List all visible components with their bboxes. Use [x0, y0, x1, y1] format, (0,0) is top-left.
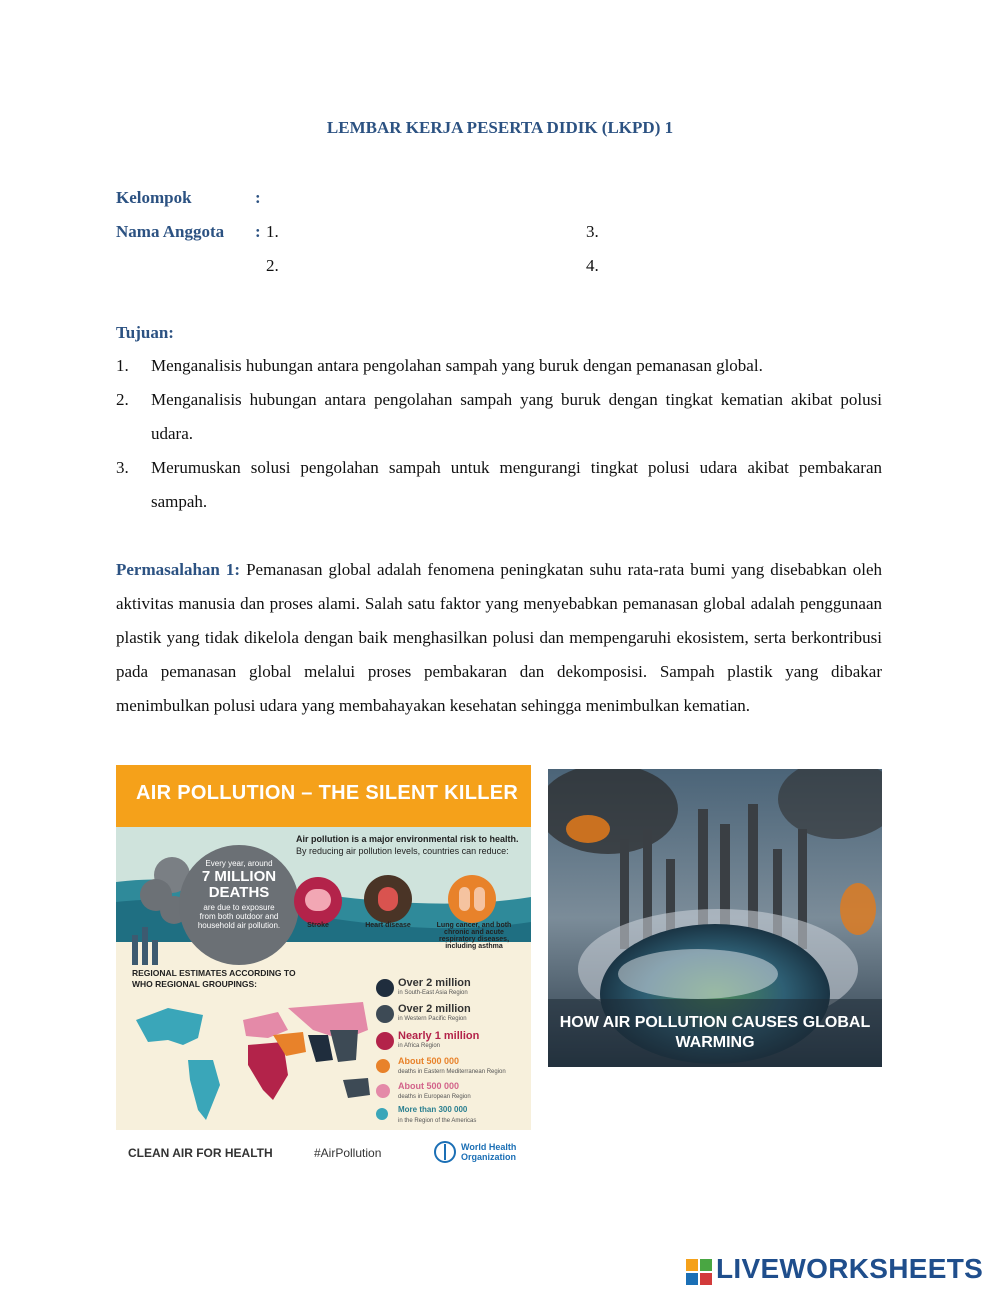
list-item [116, 383, 882, 451]
list-item [116, 451, 882, 519]
legend-dot [376, 1005, 394, 1023]
deaths-circle [179, 845, 299, 965]
global-warming-photo [548, 769, 882, 1067]
legend-sub: in Western Pacific Region [398, 1016, 467, 1022]
kelompok-label: Kelompok [116, 188, 192, 207]
air-pollution-infographic [116, 765, 531, 1175]
legend-dot [376, 1059, 390, 1073]
member-3: 3. [586, 222, 599, 241]
photo-caption: HOW AIR POLLUTION CAUSES GLOBAL WARMING [559, 1014, 871, 1051]
problem-label: Permasalahan 1: [116, 560, 241, 579]
legend-title: About 500 000 [398, 1081, 460, 1091]
footer-hashtag: #AirPollution [314, 1146, 382, 1160]
legend-title: Over 2 million [398, 1003, 471, 1015]
intro-text: Air pollution is a major environmental risk to health. By reducing air pollution levels, countries can reduce: [296, 834, 519, 856]
lungs-icon [448, 875, 496, 923]
legend-dot [376, 1084, 390, 1098]
list-number: 2. [116, 390, 129, 409]
member-2: 2. [266, 256, 279, 275]
heart-disease-label: Heart disease [365, 922, 411, 929]
legend-title: About 500 000 [398, 1056, 460, 1066]
legend-title: Over 2 million [398, 977, 471, 989]
who-logo-icon [433, 1140, 457, 1164]
infographic-title: AIR POLLUTION – THE SILENT KILLER [136, 782, 519, 804]
legend-sub: in the Region of the Americas [398, 1118, 477, 1124]
nama-anggota-label: Nama Anggota [116, 222, 225, 241]
liveworksheets-logo-icon [686, 1259, 712, 1285]
who-name: World Health Organization [461, 1142, 517, 1162]
list-item [116, 349, 882, 383]
kelompok-colon: : [255, 188, 261, 207]
list-text: Menganalisis hubungan antara pengolahan sampah yang buruk dengan pemanasan global. [151, 356, 763, 375]
nama-anggota-colon: : [255, 222, 261, 241]
page-title: LEMBAR KERJA PESERTA DIDIK (LKPD) 1 [326, 118, 674, 137]
legend-dot [376, 979, 394, 997]
liveworksheets-brand[interactable] [688, 1253, 983, 1285]
deaths-count: 7 MILLION DEATHS [201, 868, 277, 901]
circle-top-text: Every year, around [205, 859, 273, 868]
legend-sub: in Africa Region [398, 1043, 441, 1049]
legend-title: Nearly 1 million [398, 1030, 480, 1042]
regional-heading: REGIONAL ESTIMATES ACCORDING TO WHO REGIONAL GROUPINGS: [132, 968, 296, 989]
world-map-icon [128, 990, 378, 1125]
tujuan-heading: Tujuan: [116, 323, 174, 342]
legend-title: More than 300 000 [398, 1105, 468, 1114]
lung-label: Lung cancer, and both chronic and acute respiratory diseases, including asthma [436, 922, 512, 950]
footer-left: CLEAN AIR FOR HEALTH [128, 1146, 273, 1160]
tujuan-list [116, 349, 882, 519]
list-text: Menganalisis hubungan antara pengolahan sampah yang buruk dengan tingkat kematian akibat polusi udara. [151, 390, 882, 443]
legend-sub: in South-East Asia Region [398, 990, 468, 996]
list-number: 3. [116, 458, 129, 477]
brain-icon [294, 877, 342, 925]
problem-text: Pemanasan global adalah fenomena peningkatan suhu rata-rata bumi yang disebabkan oleh aktivitas manusia dan proses alami. Salah satu faktor yang menyebabkan pemanasan global adalah penggunaan plastik yang tidak dikelola dengan baik menghasilkan polusi dan mempengaruhi ekosistem, serta berkontribusi pada pemanasan global melalui proses pembakaran dan dekomposisi. Sampah plastik yang dibakar menimbulkan polusi udara yang membahayakan kesehatan sehingga menimbulkan kematian. [116, 560, 882, 715]
infographic-footer [116, 1130, 531, 1175]
circle-bottom-text: are due to exposure from both outdoor and household air pollution. [197, 903, 281, 930]
problem-paragraph [116, 553, 882, 723]
legend-sub: deaths in European Region [398, 1094, 471, 1100]
stroke-label: Stroke [307, 922, 329, 929]
legend-dot [376, 1032, 394, 1050]
list-text: Merumuskan solusi pengolahan sampah untuk mengurangi tingkat polusi udara akibat pembakaran sampah. [151, 458, 882, 511]
infographic-header [116, 765, 531, 827]
member-1: 1. [266, 222, 279, 241]
member-4: 4. [586, 256, 599, 275]
legend-dot [376, 1108, 388, 1120]
brand-text: LIVEWORKSHEETS [716, 1253, 984, 1284]
heart-icon [364, 875, 412, 923]
list-number: 1. [116, 356, 129, 375]
legend-sub: deaths in Eastern Mediterranean Region [398, 1069, 506, 1075]
